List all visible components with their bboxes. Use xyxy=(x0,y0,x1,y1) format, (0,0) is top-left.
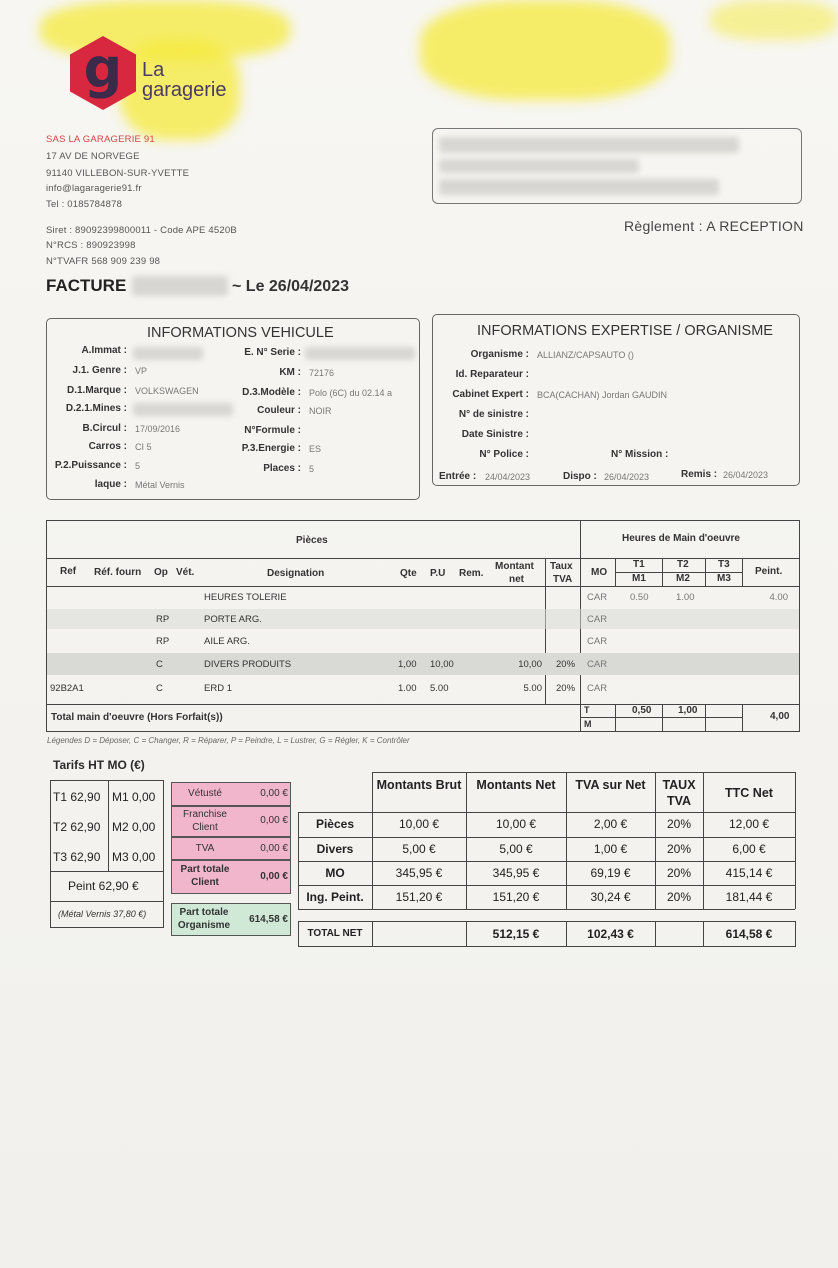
totals-ttc: 181,44 € xyxy=(725,890,773,904)
totals-row-label: Pièces xyxy=(315,817,355,831)
total-tva-value: 102,43 € xyxy=(587,927,634,941)
totals-header: Montants Net xyxy=(476,778,556,792)
expertise-field-label: Organisme : xyxy=(470,349,529,360)
vehicle-field-value: Polo (6C) du 02.14 a xyxy=(309,388,393,398)
col-rem: Rem. xyxy=(459,568,484,579)
vehicle-field-value: Métal Vernis xyxy=(135,480,185,490)
total-mo-label: Total main d'oeuvre (Hors Forfait(s)) xyxy=(51,712,223,723)
vetuste-value: 0,00 € xyxy=(260,788,288,799)
entree-label: Entrée : xyxy=(439,471,477,482)
totals-tva: 30,24 € xyxy=(590,890,631,904)
tarif-t: T3 62,90 xyxy=(53,850,101,864)
brand-name xyxy=(142,60,227,100)
total-ttc-value: 614,58 € xyxy=(725,927,773,941)
col-m2: M2 xyxy=(676,573,690,584)
col-op: Op xyxy=(154,567,168,578)
vehicle-field-label: N°Formule : xyxy=(244,425,301,436)
reglement: Règlement : A RECEPTION xyxy=(624,218,804,234)
dispo-value: 26/04/2023 xyxy=(604,472,650,482)
vehicle-field-value: NOIR xyxy=(309,406,332,416)
vehicle-field-value: CI 5 xyxy=(135,442,152,452)
totals-net: 151,20 € xyxy=(492,890,540,904)
row-mo: CAR xyxy=(587,636,608,647)
totals-header: TVA sur Net xyxy=(575,778,646,792)
part-org-label: Part totale Organisme xyxy=(177,907,231,931)
vehicle-field-value: ES xyxy=(309,444,322,454)
tarif-m: M1 0,00 xyxy=(112,790,156,804)
vehicle-field-label: P.3.Energie : xyxy=(241,443,301,454)
col-mo: MO xyxy=(591,567,608,578)
col-tva: TVA xyxy=(553,574,573,585)
legend: Légendes D = Déposer, C = Changer, R = Réparer, P = Peindre, L = Lustrer, G = Régler, K = Contrôler xyxy=(47,736,410,745)
vehicle-field-value: 72176 xyxy=(309,368,335,378)
row-ref: 92B2A1 xyxy=(50,683,84,694)
tarif-m: M2 0,00 xyxy=(112,820,156,834)
row-montant: 5.00 xyxy=(523,683,542,694)
row-mo: CAR xyxy=(587,683,608,694)
totals-ttc: 12,00 € xyxy=(728,817,770,831)
totals-tva: 2,00 € xyxy=(593,817,628,831)
col-t3: T3 xyxy=(718,559,730,570)
col-m1: M1 xyxy=(632,573,646,584)
row-mo: CAR xyxy=(587,659,608,670)
vehicle-info-title: INFORMATIONS VEHICULE xyxy=(147,325,334,341)
totals-tva: 69,19 € xyxy=(590,866,631,880)
vehicle-field-label: KM : xyxy=(279,367,301,378)
expertise-info-title: INFORMATIONS EXPERTISE / ORGANISME xyxy=(477,323,773,339)
col-taux: Taux xyxy=(550,561,573,572)
totals-net: 10,00 € xyxy=(495,817,537,831)
col-qte: Qte xyxy=(400,568,417,579)
col-peint: Peint. xyxy=(755,566,783,577)
part-org-value: 614,58 € xyxy=(249,914,288,925)
grid-line xyxy=(655,921,656,947)
entree-value: 24/04/2023 xyxy=(485,472,531,482)
remis-label: Remis : xyxy=(681,469,718,480)
totals-brut: 10,00 € xyxy=(398,817,440,831)
company-address1: 17 AV DE NORVEGE xyxy=(46,151,140,162)
franchise-value: 0,00 € xyxy=(260,815,288,826)
col-ref-fourn: Réf. fourn xyxy=(94,567,142,578)
tarif-t: T2 62,90 xyxy=(53,820,101,834)
totals-brut: 151,20 € xyxy=(395,890,443,904)
row-designation: AILE ARG. xyxy=(204,636,250,647)
col-pu: P.U xyxy=(430,568,446,579)
row-taux: 20% xyxy=(556,683,576,694)
part-client-label: Part totale Client xyxy=(180,864,230,888)
col-m3: M3 xyxy=(717,573,731,584)
vehicle-field-label: P.2.Puissance : xyxy=(54,460,127,471)
vehicle-field-value: VOLKSWAGEN xyxy=(135,386,199,396)
expertise-field-label: Id. Reparateur : xyxy=(455,369,529,380)
tarif-t: T1 62,90 xyxy=(53,790,101,804)
totals-taux: 20% xyxy=(666,842,692,856)
row-montant: 10,00 xyxy=(518,659,542,670)
vehicle-field-label: laque : xyxy=(94,479,127,490)
client-address-box xyxy=(432,128,802,204)
total-net-value: 512,15 € xyxy=(492,927,540,941)
row-designation: DIVERS PRODUITS xyxy=(204,659,292,670)
expertise-info-box xyxy=(432,314,800,486)
row-t1: 0.50 xyxy=(630,592,649,603)
invoice-number-redacted xyxy=(132,276,228,296)
company-siret: Siret : 89092399800011 - Code APE 4520B xyxy=(46,225,237,236)
vehicle-field-label: Couleur : xyxy=(257,405,301,416)
col-montant: Montant xyxy=(495,561,534,572)
franchise-label: Franchise Client xyxy=(183,809,227,833)
vehicle-field-label: D.2.1.Mines : xyxy=(65,403,127,414)
grid-line xyxy=(372,772,795,773)
col-ref: Ref xyxy=(60,566,77,577)
grid-line xyxy=(298,909,795,910)
vehicle-field-label: B.Circul : xyxy=(82,423,127,434)
vehicle-field-value: 17/09/2016 xyxy=(135,424,181,434)
col-t2: T2 xyxy=(677,559,689,570)
tva-client-label: TVA xyxy=(195,843,215,854)
row-op: RP xyxy=(156,636,170,647)
row-mo: CAR xyxy=(587,614,608,625)
totals-brut: 5,00 € xyxy=(402,842,436,856)
totals-taux: 20% xyxy=(666,866,692,880)
tarif-peint: Peint 62,90 € xyxy=(68,879,139,893)
invoice-label: FACTURE xyxy=(46,276,127,295)
expertise-field-value: ALLIANZ/CAPSAUTO () xyxy=(537,350,634,360)
totals-row-label: Divers xyxy=(316,842,354,856)
company-address2: 91140 VILLEBON-SUR-YVETTE xyxy=(46,168,190,179)
tarifs-title: Tarifs HT MO (€) xyxy=(53,758,145,772)
total-peint: 4,00 xyxy=(770,711,790,722)
totals-header: Montants Brut xyxy=(376,778,462,792)
vehicle-field-value: 5 xyxy=(135,461,141,471)
totals-header: TAUX TVA xyxy=(662,778,696,808)
tarif-m: M3 0,00 xyxy=(112,850,156,864)
row-t2: 1.00 xyxy=(676,592,695,603)
highlight-mark xyxy=(420,0,670,100)
row-qte: 1.00 xyxy=(398,683,417,694)
grid-line xyxy=(372,921,373,947)
totals-ttc: 6,00 € xyxy=(732,842,766,856)
total-t: T xyxy=(584,705,590,715)
vehicle-field-value: VP xyxy=(135,366,148,376)
row-mo: CAR xyxy=(587,592,608,603)
remis-value: 26/04/2023 xyxy=(723,470,769,480)
row-peint: 4.00 xyxy=(769,592,788,603)
part-client-value: 0,00 € xyxy=(260,871,288,882)
totals-net: 5,00 € xyxy=(499,842,533,856)
row-pu: 5.00 xyxy=(430,683,449,694)
grid-line xyxy=(795,921,796,947)
row-op: RP xyxy=(156,614,170,625)
company-email: info@lagaragerie91.fr xyxy=(46,183,142,194)
totals-header: TTC Net xyxy=(725,786,773,800)
expertise-field-label: Cabinet Expert : xyxy=(452,389,529,400)
totals-tva: 1,00 € xyxy=(593,842,628,856)
totals-row-label: MO xyxy=(325,866,345,880)
totals-ttc: 415,14 € xyxy=(725,866,773,880)
totals-taux: 20% xyxy=(666,817,692,831)
row-op: C xyxy=(156,659,163,670)
total-t2: 1,00 xyxy=(678,705,698,716)
totals-net: 345,95 € xyxy=(492,866,540,880)
expertise-field-label: Date Sinistre : xyxy=(461,429,529,440)
company-tva: N°TVAFR 568 909 239 98 xyxy=(46,256,161,267)
vehicle-info-box xyxy=(46,318,420,500)
row-op: C xyxy=(156,683,163,694)
total-t1: 0,50 xyxy=(632,705,652,716)
vehicle-field-label: Carros : xyxy=(88,441,127,452)
totals-taux: 20% xyxy=(666,890,692,904)
vehicle-field-label: A.Immat : xyxy=(81,345,127,356)
totals-row-label: Ing. Peint. xyxy=(306,890,364,904)
invoice-date: ~ Le 26/04/2023 xyxy=(232,278,349,295)
vehicle-field-value: 5 xyxy=(309,464,315,474)
row-taux: 20% xyxy=(556,659,576,670)
total-net-label: TOTAL NET xyxy=(307,928,363,939)
group-mo: Heures de Main d'oeuvre xyxy=(622,533,740,544)
vehicle-field-label: Places : xyxy=(263,463,301,474)
vetuste-label: Vétusté xyxy=(188,788,222,799)
vehicle-field-label: D.3.Modèle : xyxy=(242,387,301,398)
expertise-field-value: BCA(CACHAN) Jordan GAUDIN xyxy=(537,390,668,400)
totals-brut: 345,95 € xyxy=(395,866,443,880)
row-designation: ERD 1 xyxy=(204,683,232,694)
total-m: M xyxy=(584,719,592,729)
tarif-metal: (Métal Vernis 37,80 €) xyxy=(58,909,147,919)
dispo-label: Dispo : xyxy=(563,471,597,482)
brand-name-line1: La xyxy=(142,59,165,81)
company-rcs: N°RCS : 890923998 xyxy=(46,240,136,251)
grid-line xyxy=(795,772,796,909)
col-vet: Vét. xyxy=(176,567,195,578)
company-name: SAS LA GARAGERIE 91 xyxy=(46,134,155,145)
tva-client-value: 0,00 € xyxy=(260,843,288,854)
company-phone: Tel : 0185784878 xyxy=(46,199,123,210)
row-pu: 10,00 xyxy=(430,659,454,670)
expertise-field-label: N° de sinistre : xyxy=(458,409,529,420)
highlight-mark xyxy=(710,0,838,40)
row-designation: HEURES TOLERIE xyxy=(204,592,287,603)
col-t1: T1 xyxy=(633,559,645,570)
vehicle-field-label: D.1.Marque : xyxy=(66,385,127,396)
group-pieces: Pièces xyxy=(296,535,328,546)
mission-label: N° Mission : xyxy=(611,449,669,460)
col-net: net xyxy=(509,574,524,585)
row-qte: 1,00 xyxy=(398,659,417,670)
vehicle-field-label: J.1. Genre : xyxy=(72,365,127,376)
brand-name-line2: garagerie xyxy=(142,79,227,101)
vehicle-field-label: E. N° Serie : xyxy=(244,347,301,358)
logo-letter: g xyxy=(83,37,123,100)
col-designation: Designation xyxy=(267,568,325,579)
expertise-field-label: N° Police : xyxy=(479,449,529,460)
row-designation: PORTE ARG. xyxy=(204,614,262,625)
